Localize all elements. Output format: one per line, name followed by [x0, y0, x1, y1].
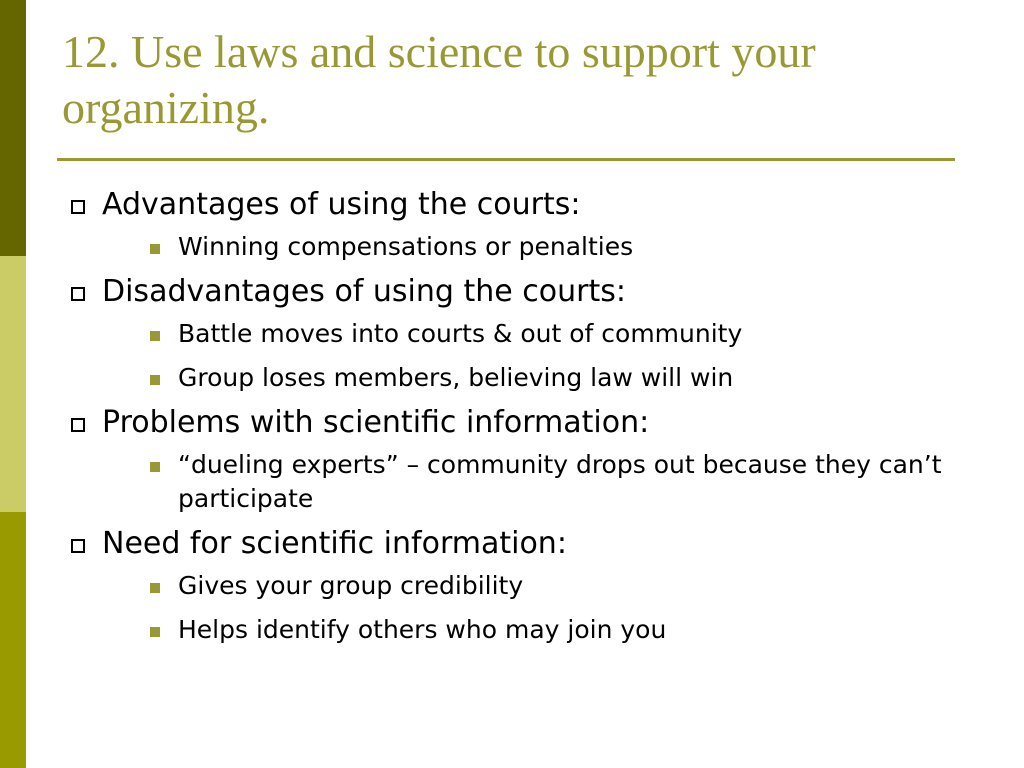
- filled-square-bullet-icon: [150, 627, 160, 637]
- sub-bullet-list: [102, 448, 970, 516]
- bullet-item: [70, 184, 970, 264]
- bullet-text: Disadvantages of using the courts:: [102, 274, 626, 309]
- sub-bullet-item: [102, 448, 970, 516]
- filled-square-bullet-icon: [150, 244, 160, 254]
- sub-bullet-item: [102, 230, 970, 264]
- sub-bullet-text: Battle moves into courts & out of community: [178, 319, 743, 348]
- sub-bullet-text: “dueling experts” – community drops out because they can’t participate: [178, 450, 942, 513]
- bullet-text: Need for scientific information:: [102, 526, 567, 561]
- sub-bullet-list: [102, 230, 970, 264]
- filled-square-bullet-icon: [150, 331, 160, 341]
- sub-bullet-item: [102, 613, 970, 647]
- sub-bullet-item: [102, 317, 970, 351]
- hollow-square-bullet-icon: [71, 418, 85, 432]
- sub-bullet-item: [102, 361, 970, 395]
- bullet-list: [70, 184, 970, 647]
- bullet-text: Problems with scientific information:: [102, 405, 650, 440]
- bullet-item: [70, 271, 970, 395]
- hollow-square-bullet-icon: [71, 200, 85, 214]
- sub-bullet-list: [102, 569, 970, 647]
- sub-bullet-item: [102, 569, 970, 603]
- filled-square-bullet-icon: [150, 462, 160, 472]
- bullet-item: [70, 523, 970, 647]
- side-bar-light-segment: [0, 256, 26, 512]
- slide-title: 12. Use laws and science to support your organizing.: [62, 26, 816, 133]
- filled-square-bullet-icon: [150, 375, 160, 385]
- side-bar-mid-segment: [0, 512, 26, 768]
- filled-square-bullet-icon: [150, 583, 160, 593]
- title-divider: [57, 158, 955, 161]
- hollow-square-bullet-icon: [71, 539, 85, 553]
- sub-bullet-text: Helps identify others who may join you: [178, 615, 667, 644]
- side-bar-dark-segment: [0, 0, 26, 256]
- sub-bullet-text: Winning compensations or penalties: [178, 232, 634, 261]
- bullet-text: Advantages of using the courts:: [102, 187, 581, 222]
- sub-bullet-list: [102, 317, 970, 395]
- hollow-square-bullet-icon: [71, 287, 85, 301]
- sub-bullet-text: Gives your group credibility: [178, 571, 524, 600]
- sub-bullet-text: Group loses members, believing law will win: [178, 363, 734, 392]
- bullet-item: [70, 402, 970, 516]
